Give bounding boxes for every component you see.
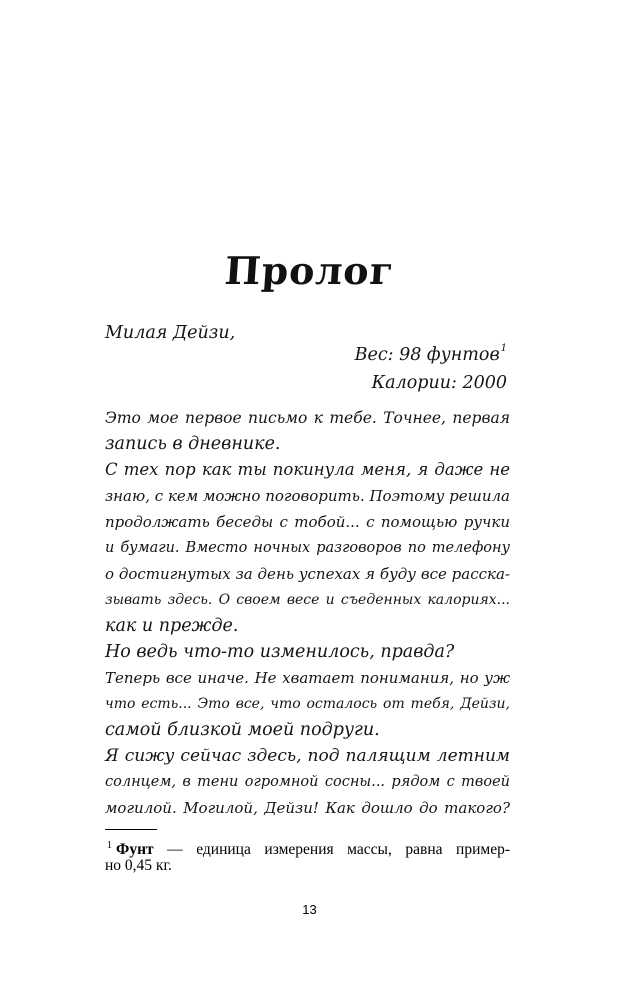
body-line: могилой. Могилой, Дейзи! Как дошло до такого? xyxy=(105,799,510,817)
body-line: о достигнутых за день успехах я буду все расска- xyxy=(105,565,510,583)
body-line: Это мое первое письмо к тебе. Точнее, первая xyxy=(105,409,510,427)
footnote-line xyxy=(105,836,510,859)
body-line: Но ведь что-то изменилось, правда? xyxy=(105,642,455,662)
letter-body xyxy=(105,405,510,821)
footnote-term: Фунт xyxy=(116,841,154,859)
chapter-title: Пролог xyxy=(223,248,396,293)
body-line: С тех пор как ты покинула меня, я даже не xyxy=(105,460,510,479)
body-line: Теперь все иначе. Не хватает понимания, но уж xyxy=(105,669,510,687)
footnote-number: 1 xyxy=(107,840,112,851)
body-line: продолжать беседы с тобой... с помощью ручки xyxy=(105,513,510,531)
diary-calories-line: Калории: 2000 xyxy=(371,373,507,393)
footnote-line: но 0,45 кг. xyxy=(105,857,172,874)
body-line: как и прежде. xyxy=(105,616,239,636)
body-line: самой близкой моей подруги. xyxy=(105,720,380,740)
footnote-definition: — единица измерения массы, равна пример- xyxy=(153,841,510,859)
body-line: Я сижу сейчас здесь, под палящим летним xyxy=(105,746,510,766)
body-line: зывать здесь. О своем весе и съеденных калориях... xyxy=(105,592,510,608)
body-line: знаю, с кем можно поговорить. Поэтому решила xyxy=(105,487,510,505)
body-line: и бумаги. Вместо ночных разговоров по телефону xyxy=(105,540,510,556)
footnote-divider xyxy=(105,829,157,830)
body-line: запись в дневнике. xyxy=(105,434,281,454)
letter-greeting: Милая Дейзи, xyxy=(105,323,236,343)
diary-weight-line xyxy=(355,345,507,365)
footnote xyxy=(105,836,510,876)
footnote-reference: 1 xyxy=(500,343,507,355)
body-line: солнцем, в тени огромной сосны... рядом с твоей xyxy=(105,774,510,790)
body-line: что есть... Это все, что осталось от тебя, Дейзи, xyxy=(105,696,510,712)
weight-text: Вес: 98 фунтов xyxy=(354,345,500,365)
page-number: 13 xyxy=(302,902,317,917)
